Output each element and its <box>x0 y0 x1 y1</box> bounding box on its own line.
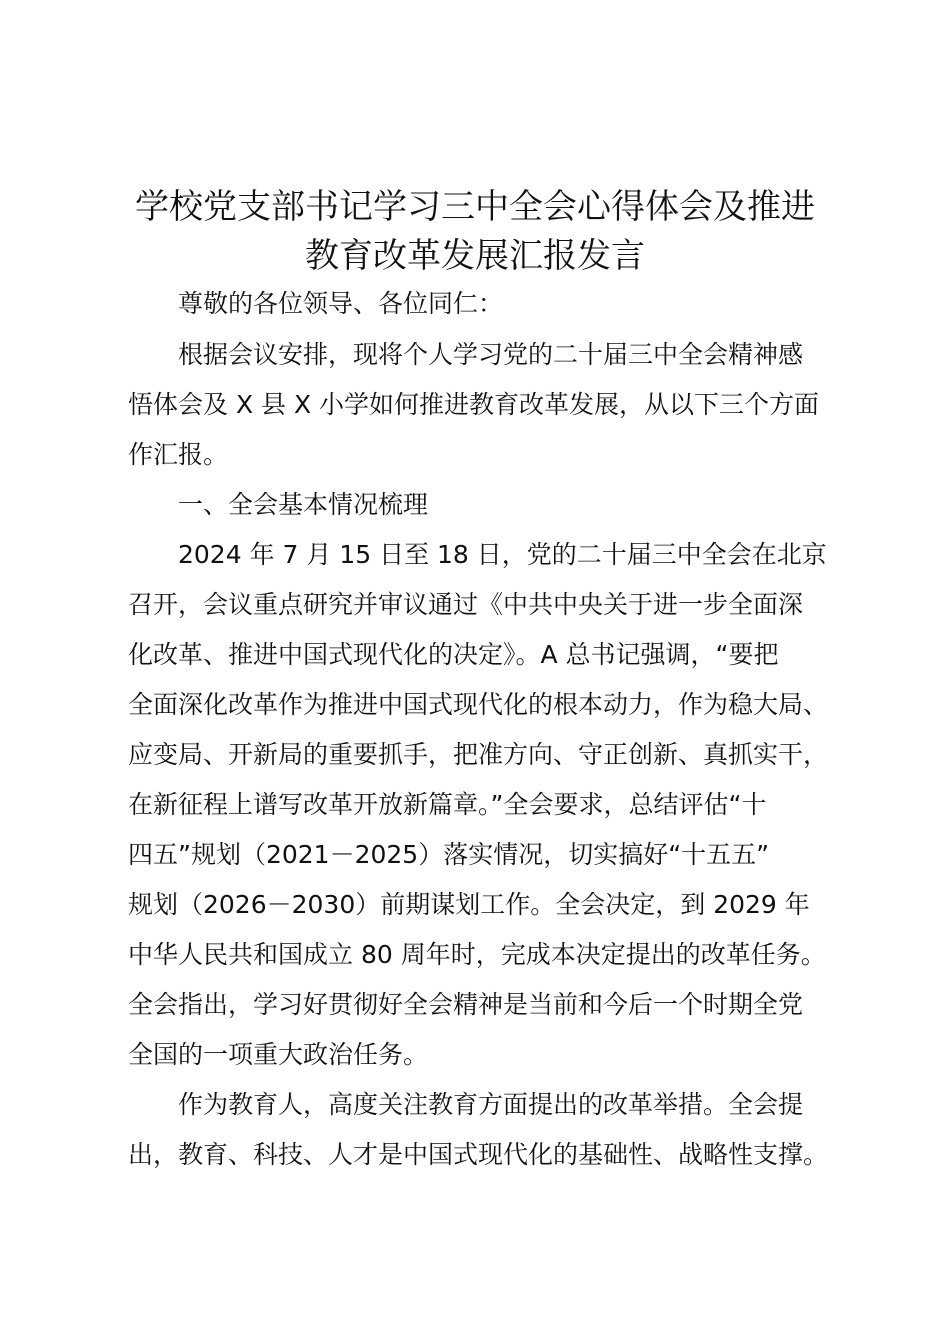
paragraph-line: 化改革、推进中国式现代化的决定》。A 总书记强调，“要把 <box>128 640 779 669</box>
paragraph-line: 悟体会及 X 县 X 小学如何推进教育改革发展，从以下三个方面 <box>128 390 820 419</box>
paragraph-line: 召开，会议重点研究并审议通过《中共中央关于进一步全面深 <box>128 590 804 619</box>
paragraph-line: 应变局、开新局的重要抓手，把准方向、守正创新、真抓实干， <box>128 740 829 769</box>
paragraph-line: 根据会议安排，现将个人学习党的二十届三中全会精神感 <box>178 340 804 369</box>
paragraph-line: 四五”规划（2021－2025）落实情况，切实搞好“十五五” <box>128 840 770 869</box>
paragraph-line: 2024 年 7 月 15 日至 18 日，党的二十届三中全会在北京 <box>178 540 827 569</box>
section-heading: 一、全会基本情况梳理 <box>178 490 429 519</box>
document-title-line-1: 学校党支部书记学习三中全会心得体会及推进 <box>135 187 815 227</box>
paragraph-line: 出，教育、科技、人才是中国式现代化的基础性、战略性支撑。 <box>128 1140 829 1169</box>
salutation: 尊敬的各位领导、各位同仁： <box>178 289 504 318</box>
paragraph-line: 全国的一项重大政治任务。 <box>128 1040 429 1069</box>
paragraph-line: 全会指出，学习好贯彻好全会精神是当前和今后一个时期全党 <box>128 990 804 1019</box>
paragraph-line: 作为教育人，高度关注教育方面提出的改革举措。全会提 <box>178 1090 804 1119</box>
paragraph-line: 规划（2026－2030）前期谋划工作。全会决定，到 2029 年 <box>128 890 810 919</box>
paragraph-line: 在新征程上谱写改革开放新篇章。”全会要求，总结评估“十 <box>128 790 767 819</box>
paragraph-line: 全面深化改革作为推进中国式现代化的根本动力，作为稳大局、 <box>128 690 829 719</box>
paragraph-line: 作汇报。 <box>128 440 229 469</box>
paragraph-line: 中华人民共和国成立 80 周年时，完成本决定提出的改革任务。 <box>128 940 826 969</box>
document-title-line-2: 教育改革发展汇报发言 <box>305 236 645 276</box>
